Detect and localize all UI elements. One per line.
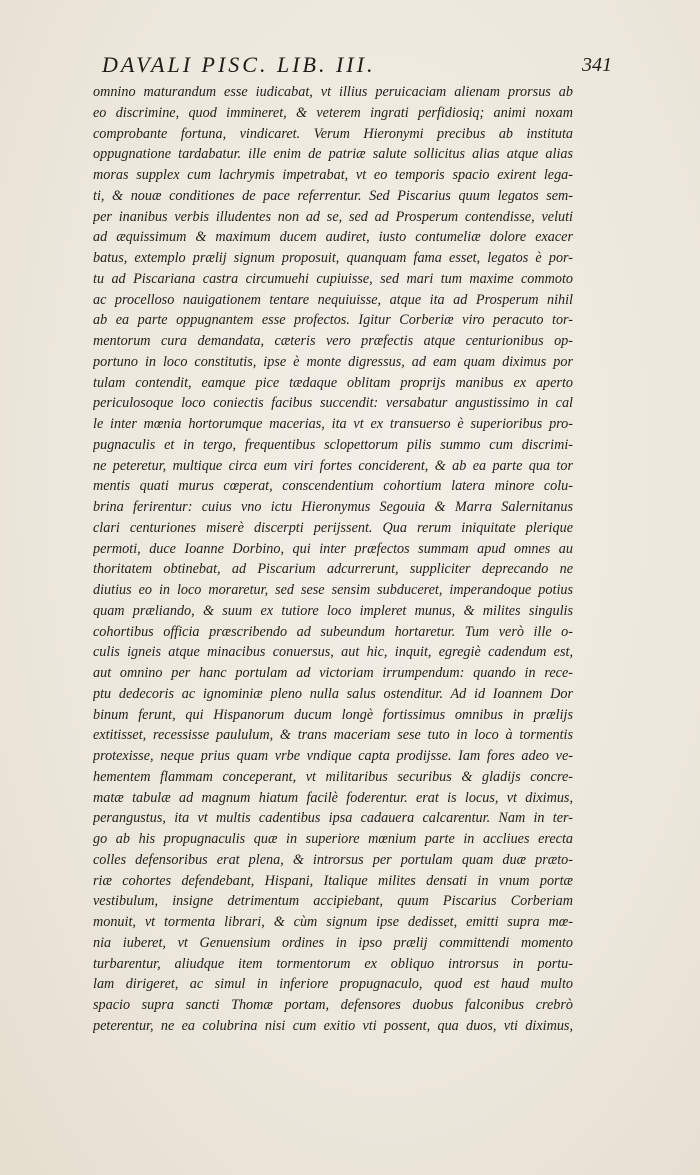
text-line: nia iuberet, vt Genuensium ordines in ipso prælij committendi momento [93, 934, 573, 951]
text-line: vestibulum, insigne detrimentum accipiebant, quum Piscarius Corberiam [93, 893, 573, 910]
text-line: brina ferirentur: cuius vno ictu Hieronymus Segouia & Marra Salernitanus [93, 499, 573, 515]
text-line: le inter mœnia hortorumque macerias, ita vt ex transuerso è superioribus pro- [93, 416, 573, 432]
text-line: periculosoque loco coniectis facibus succendit: versabatur angustissimo in cal [93, 395, 573, 412]
text-line: clari centuriones miserè discerpti perijssent. Qua rerum iniquitate plerique [93, 519, 573, 536]
text-line: portuno in loco constitutis, ipse è monte digressus, ad eam quam diximus por [93, 353, 573, 370]
text-line: riæ cohortes defendebant, Hispani, Italique milites densati in vnum portæ [93, 872, 573, 889]
text-line: oppugnatione tardabatur. ille enim de patriæ salute sollicitus alias atque alias [93, 146, 573, 163]
text-line: culis igneis atque minacibus conuersus, aut hic, inquit, egregiè cadendum est, [93, 644, 573, 661]
text-line: eo discrimine, quod immineret, & veterem ingrati perfidiosiq; animi noxam [93, 104, 573, 121]
text-line: monuit, vt tormenta librari, & cùm signum ipse dedisset, emitti supra mœ- [93, 914, 573, 930]
text-line: lam dirigeret, ac simul in inferiore propugnaculo, quod est haud multo [93, 976, 573, 993]
text-line: diutius eo in loco moraretur, sed sese sensim subduceret, imperandoque potius [93, 582, 573, 598]
text-line: perangustus, ita vt multis cadentibus ipsa cadauera calcarentur. Nam in ter- [93, 810, 573, 827]
text-line: protexisse, neque prius quam vrbe vndique capta prodijsse. Iam fores adeo ve- [93, 748, 573, 764]
text-line: mentis quati murus cœperat, conscendentium cohortium latera minore colu- [93, 478, 573, 495]
text-line: go ab his propugnaculis quæ in superiore mœnium parte in accliues erecta [93, 831, 573, 847]
text-line: spacio supra sancti Thomæ portam, defensores duobus falconibus crebrò [93, 997, 573, 1013]
text-line: comprobante fortuna, vindicaret. Verum Hieronymi precibus ab instituta [93, 125, 573, 142]
text-line: turbarentur, aliudque item tormentorum ex obliquo introrsus in portu- [93, 955, 573, 972]
body-text [93, 82, 573, 1037]
text-line: moras supplex cum lachrymis impetrabat, vt eo temporis spacio exirent lega- [93, 167, 573, 183]
text-line: hementem flammam conceperant, vt militaribus securibus & gladijs concre- [93, 768, 573, 785]
text-line: mentorum cura demandata, cæteris vero præfectis atque centurionibus op- [93, 333, 573, 349]
text-line: peterentur, ne ea colubrina nisi cum exitio vti possent, qua duos, vti diximus, [93, 1017, 573, 1034]
text-line: tulam contendit, eamque pice tædaque oblitam proprijs manibus ex aperto [93, 374, 573, 391]
text-line: cohortibus officia præscribendo ad subeundum hortaretur. Tum verò ille o- [93, 623, 573, 640]
running-title: DAVALI PISC. LIB. III. [102, 52, 376, 77]
text-line: aut omnino per hanc portulam ad victoriam irrumpendum: quando in rece- [93, 665, 573, 681]
text-line: quam præliando, & suum ex tutiore loco impleret munus, & milites singulis [93, 602, 573, 619]
text-line: ad æquissimum & maximum ducem audiret, iusto contumeliæ dolore exacer [93, 229, 573, 246]
text-line: pugnaculis et in tergo, frequentibus sclopettorum pilis summo cum discrimi- [93, 436, 573, 453]
text-line: tu ad Piscariana castra circumuehi cupiuisse, sed mari tum maxime commoto [93, 270, 573, 287]
text-line: matæ tabulæ ad magnum hiatum facilè foderentur. erat is locus, vt diximus, [93, 789, 573, 806]
text-line: ne peteretur, multique circa eum viri fortes conciderent, & ab ea parte qua tor [93, 457, 573, 474]
text-line: thoritatem obtinebat, ad Piscarium adcurrerunt, suppliciter deprecando ne [93, 561, 573, 578]
text-line: binum ferunt, qui Hispanorum ducum longè fortissimus omnibus in prælijs [93, 706, 573, 723]
text-line: ptu dedecoris ac ignominiæ pleno nulla salus ostenditur. Ad id Ioannem Dor [93, 685, 573, 702]
text-line: colles defensoribus erat plena, & introrsus per portulam quam duæ præto- [93, 851, 573, 868]
text-line: permoti, duce Ioanne Dorbino, qui inter præfectos summam apud omnes au [93, 540, 573, 557]
text-line: ab ea parte oppugnantem esse profectos. Igitur Corberiæ viro peracuto tor- [93, 312, 573, 329]
text-line: omnino maturandum esse iudicabat, vt illius peruicaciam alienam prorsus ab [93, 84, 573, 100]
text-line: ac procelloso nauigationem tentare nequiuisse, atque ita ad Prosperum nihil [93, 291, 573, 308]
text-line: batus, extemplo prælij signum proposuit, quanquam fama esset, legatos è por- [93, 250, 573, 266]
page-header [92, 52, 612, 82]
text-line: per inanibus verbis illudentes non ad se, sed ad Prosperum contendisse, veluti [93, 208, 573, 225]
page-number: 341 [582, 54, 612, 76]
text-line: ti, & nouæ conditiones de pace referrentur. Sed Piscarius quum legatos sem- [93, 187, 573, 204]
text-line: extitisset, recessisse paululum, & trans maceriam sese tuto in loco à tormentis [93, 727, 573, 744]
